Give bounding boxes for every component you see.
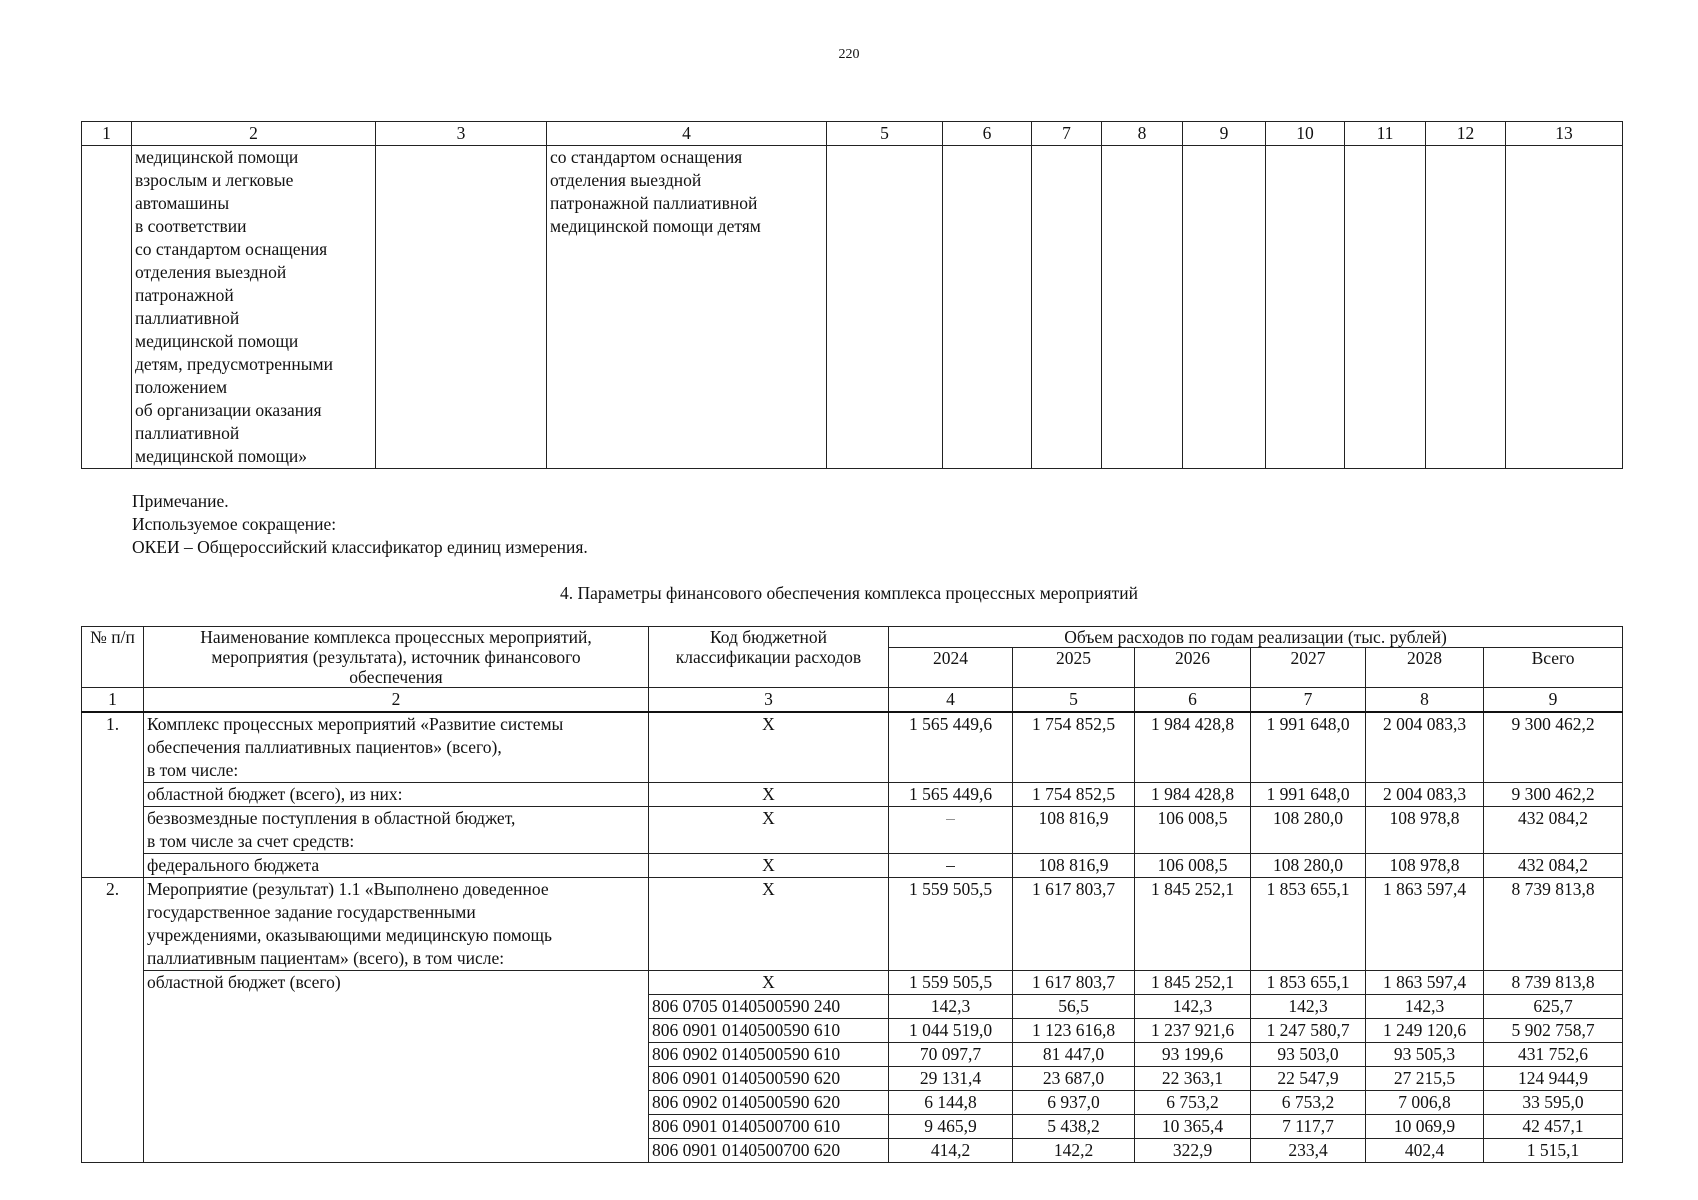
row-code: Х [649,807,889,854]
section-title: 4. Параметры финансового обеспечения комплекса процессных мероприятий [560,583,1138,603]
value-cell: 9 300 462,2 [1484,783,1623,807]
value-cell: 142,3 [1251,995,1366,1019]
value-cell: 7 006,8 [1366,1091,1484,1115]
value-cell: 1 247 580,7 [1251,1019,1366,1043]
value-cell: 1 845 252,1 [1135,971,1251,995]
header-cell: 2 [132,122,376,146]
note-line: Используемое сокращение: [132,514,337,534]
text-line: отделения выездной [135,262,287,282]
value-cell: 81 447,0 [1013,1043,1135,1067]
row-number: 2. [82,878,144,1163]
value-cell: 108 978,8 [1366,854,1484,878]
value-cell: 1 991 648,0 [1251,712,1366,783]
header-year: 2028 [1366,648,1484,688]
description-cell [132,146,376,469]
value-cell: 1 565 449,6 [889,712,1013,783]
value-cell: 22 363,1 [1135,1067,1251,1091]
value-cell: 106 008,5 [1135,854,1251,878]
value-cell: 1 559 505,5 [889,971,1013,995]
value-cell: 1 559 505,5 [889,878,1013,971]
value-cell: 108 280,0 [1251,807,1366,854]
value-cell: 10 365,4 [1135,1115,1251,1139]
value-cell: 93 199,6 [1135,1043,1251,1067]
header-name: Наименование комплекса процессных мероприятий, мероприятия (результата), источник финансового обеспечения [144,627,649,688]
value-cell: 29 131,4 [889,1067,1013,1091]
header-year: 2025 [1013,648,1135,688]
header-cell: 10 [1266,122,1345,146]
value-cell: 1 617 803,7 [1013,971,1135,995]
value-cell: 70 097,7 [889,1043,1013,1067]
value-cell: 8 739 813,8 [1484,878,1623,971]
value-cell: 108 280,0 [1251,854,1366,878]
budget-code: 806 0901 0140500700 620 [649,1139,889,1163]
value-cell: 108 978,8 [1366,807,1484,854]
header-total: Всего [1484,648,1623,688]
value-cell: 23 687,0 [1013,1067,1135,1091]
value-cell: 1 991 648,0 [1251,783,1366,807]
value-cell: 431 752,6 [1484,1043,1623,1067]
text-line: патронажной паллиативной [550,193,758,213]
row-name: безвозмездные поступления в областной бюджет, в том числе за счет средств: [144,807,649,854]
value-cell: 1 984 428,8 [1135,712,1251,783]
row-name: федерального бюджета [144,854,649,878]
value-cell: 432 084,2 [1484,854,1623,878]
header-volume: Объем расходов по годам реализации (тыс. рублей) [889,627,1623,648]
row-name: Комплекс процессных мероприятий «Развитие системы обеспечения паллиативных пациентов» (всего), в том числе: [144,712,649,783]
value-cell: 1 249 120,6 [1366,1019,1484,1043]
text-line: паллиативной [135,308,240,328]
table-row [82,854,1623,878]
header-cell: 13 [1506,122,1623,146]
value-cell: 56,5 [1013,995,1135,1019]
value-cell: 108 816,9 [1013,807,1135,854]
header-year: 2027 [1251,648,1366,688]
value-cell: – [889,807,1013,854]
value-cell: 1 863 597,4 [1366,878,1484,971]
budget-code: 806 0902 0140500590 620 [649,1091,889,1115]
row-code: Х [649,878,889,971]
value-cell: 402,4 [1366,1139,1484,1163]
value-cell: 1 853 655,1 [1251,878,1366,971]
text-line: об организации оказания [135,400,322,420]
header-row [82,627,1623,648]
value-cell: 233,4 [1251,1139,1366,1163]
value-cell: 1 984 428,8 [1135,783,1251,807]
value-cell: 93 503,0 [1251,1043,1366,1067]
value-cell: 6 753,2 [1251,1091,1366,1115]
text-line: патронажной [135,285,234,305]
row-code: Х [649,971,889,995]
text-line: отделения выездной [550,170,702,190]
value-cell: 27 215,5 [1366,1067,1484,1091]
text-line: в соответствии [135,216,247,236]
text-line: медицинской помощи [135,147,299,167]
table-row [82,807,1623,854]
value-cell: 6 144,8 [889,1091,1013,1115]
table-row [82,712,1623,783]
financial-table [81,626,1623,1163]
value-cell: 42 457,1 [1484,1115,1623,1139]
value-cell: 1 515,1 [1484,1139,1623,1163]
header-cell: 8 [1102,122,1183,146]
value-cell: 322,9 [1135,1139,1251,1163]
row-code: Х [649,712,889,783]
column-number-row: 1 2 3 4 5 6 7 8 9 [82,688,1623,713]
value-cell: 1 617 803,7 [1013,878,1135,971]
header-cell: 1 [82,122,132,146]
header-cell: 9 [1183,122,1266,146]
text-line: паллиативной [135,423,240,443]
budget-code: 806 0901 0140500590 610 [649,1019,889,1043]
header-cell: 7 [1032,122,1102,146]
value-cell: 124 944,9 [1484,1067,1623,1091]
value-cell: 2 004 083,3 [1366,783,1484,807]
text-line: со стандартом оснащения [550,147,743,167]
row-name: областной бюджет (всего) [144,971,649,1163]
value-cell: 10 069,9 [1366,1115,1484,1139]
text-line: автомашины [135,193,230,213]
value-cell: – [889,854,1013,878]
continuation-table [81,121,1623,469]
text-line: взрослым и легковые [135,170,294,190]
budget-code: 806 0902 0140500590 610 [649,1043,889,1067]
header-cell: 12 [1426,122,1506,146]
value-cell: 5 902 758,7 [1484,1019,1623,1043]
value-cell: 2 004 083,3 [1366,712,1484,783]
header-cell: 4 [547,122,827,146]
note-line: ОКЕИ – Общероссийский классификатор единиц измерения. [132,537,588,557]
value-cell: 9 465,9 [889,1115,1013,1139]
value-cell: 108 816,9 [1013,854,1135,878]
text-line: детям, предусмотренными [135,354,333,374]
value-cell: 8 739 813,8 [1484,971,1623,995]
value-cell: 142,3 [1135,995,1251,1019]
value-cell: 33 595,0 [1484,1091,1623,1115]
value-cell: 7 117,7 [1251,1115,1366,1139]
text-line: медицинской помощи детям [550,216,761,236]
value-cell: 1 754 852,5 [1013,712,1135,783]
value-cell: 5 438,2 [1013,1115,1135,1139]
text-line: медицинской помощи [135,331,299,351]
budget-code: 806 0705 0140500590 240 [649,995,889,1019]
value-cell: 1 845 252,1 [1135,878,1251,971]
table-row [82,783,1623,807]
value-cell: 6 753,2 [1135,1091,1251,1115]
header-num: № п/п [82,627,144,688]
header-cell: 6 [943,122,1032,146]
header-cell: 11 [1345,122,1426,146]
value-cell: 142,2 [1013,1139,1135,1163]
value-cell: 1 853 655,1 [1251,971,1366,995]
budget-code: 806 0901 0140500700 610 [649,1115,889,1139]
value-cell: 6 937,0 [1013,1091,1135,1115]
value-cell: 1 123 616,8 [1013,1019,1135,1043]
value-cell: 1 237 921,6 [1135,1019,1251,1043]
value-cell: 1 565 449,6 [889,783,1013,807]
value-cell: 142,3 [1366,995,1484,1019]
text-line: со стандартом оснащения [135,239,328,259]
header-cell: 3 [376,122,547,146]
note-title: Примечание. [132,491,229,511]
row-code: Х [649,854,889,878]
value-cell: 142,3 [889,995,1013,1019]
standard-cell [547,146,827,469]
header-year: 2024 [889,648,1013,688]
header-row [82,122,1623,146]
table-row [82,878,1623,971]
row-number: 1. [82,712,144,878]
row-name: Мероприятие (результат) 1.1 «Выполнено доведенное государственное задание государственными учреждениями, оказывающими медицинскую помощь паллиативным пациентам» (всего), в том числе: [144,878,649,971]
value-cell: 93 505,3 [1366,1043,1484,1067]
value-cell: 22 547,9 [1251,1067,1366,1091]
text-line: положением [135,377,228,397]
text-line: медицинской помощи» [135,446,308,466]
value-cell: 414,2 [889,1139,1013,1163]
value-cell: 1 044 519,0 [889,1019,1013,1043]
budget-code: 806 0901 0140500590 620 [649,1067,889,1091]
value-cell: 432 084,2 [1484,807,1623,854]
value-cell: 625,7 [1484,995,1623,1019]
table-row [82,971,1623,995]
header-cell: 5 [827,122,943,146]
row-name: областной бюджет (всего), из них: [144,783,649,807]
value-cell: 1 754 852,5 [1013,783,1135,807]
header-year: 2026 [1135,648,1251,688]
value-cell: 106 008,5 [1135,807,1251,854]
header-code: Код бюджетной классификации расходов [649,627,889,688]
value-cell: 9 300 462,2 [1484,712,1623,783]
table-row [82,146,1623,469]
row-code: Х [649,783,889,807]
page-number: 220 [838,47,860,62]
value-cell: 1 863 597,4 [1366,971,1484,995]
